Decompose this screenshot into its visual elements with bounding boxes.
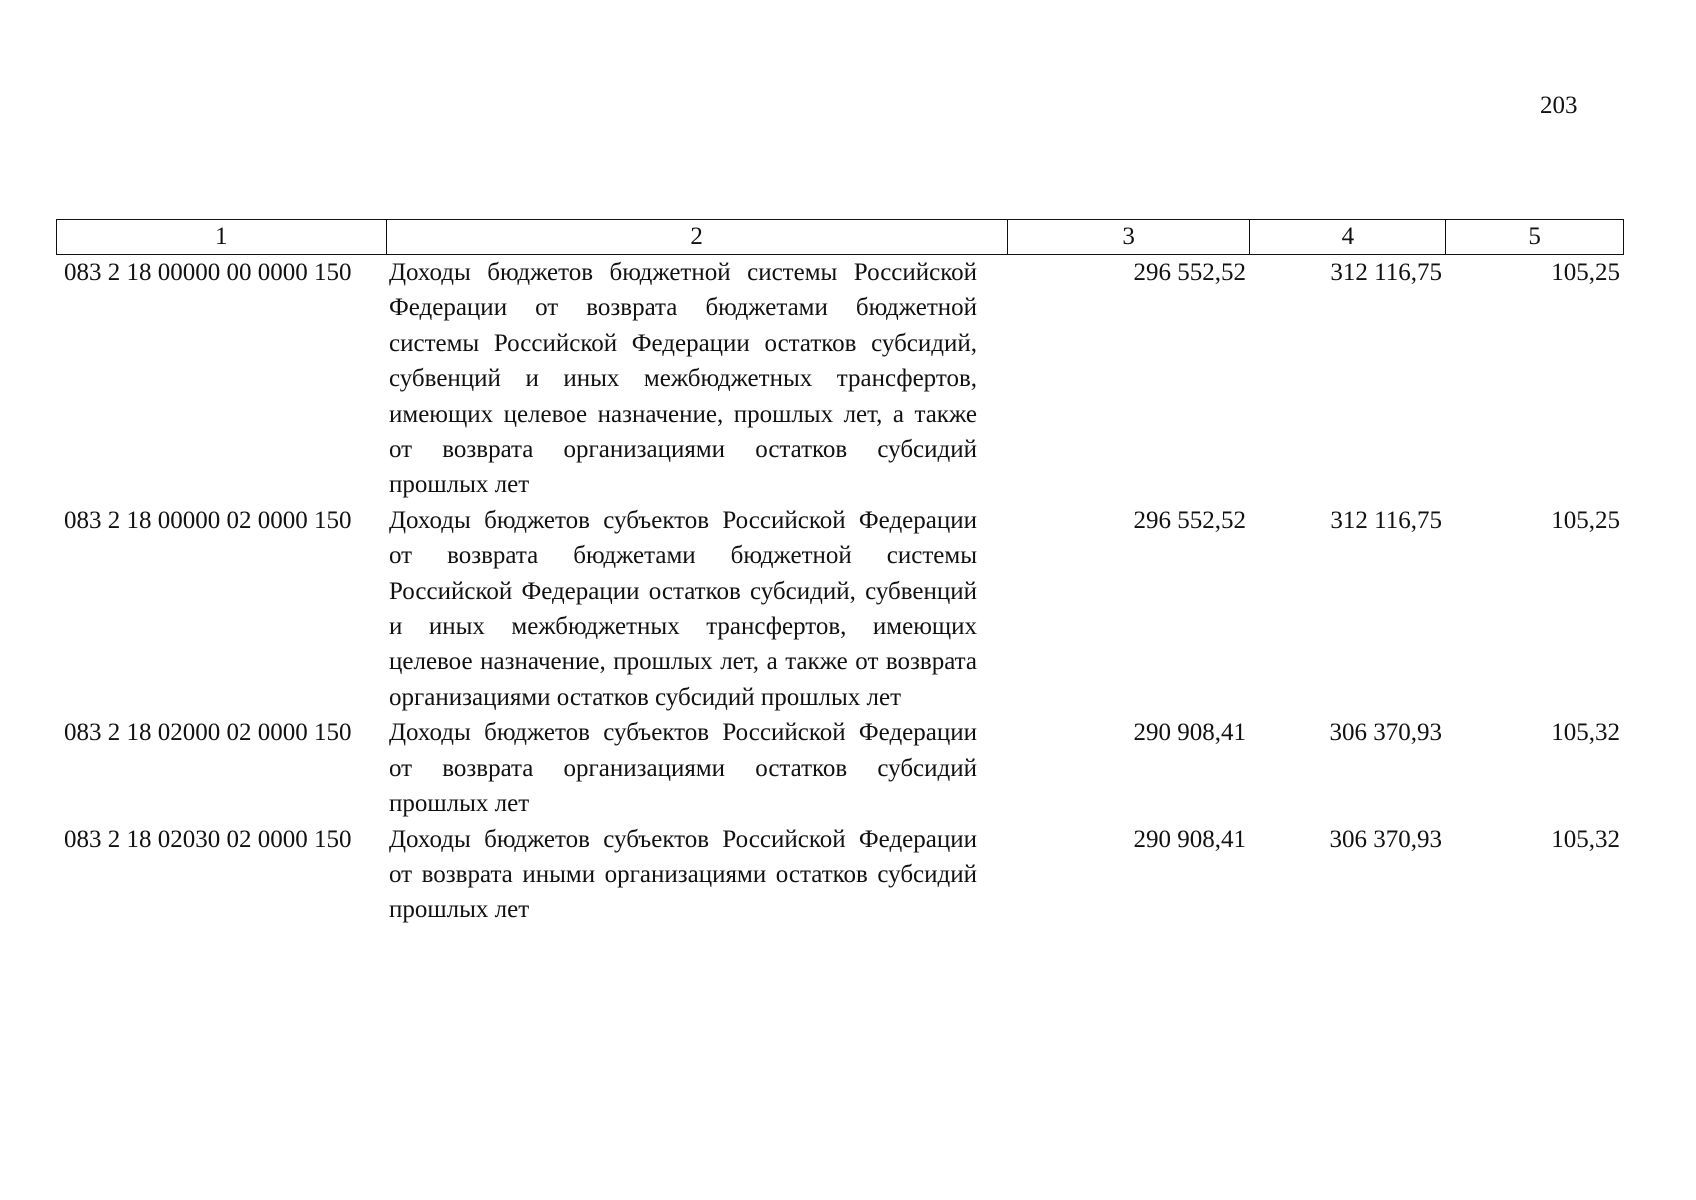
table-row bbox=[56, 822, 1624, 928]
income-description: Доходы бюджетов субъектов Российской Федерации от возврата иными организациями остатков субсидий прошлых лет bbox=[389, 825, 977, 924]
value-col5: 105,25 bbox=[1551, 506, 1620, 534]
header-cell-5: 5 bbox=[1445, 220, 1623, 254]
value-col5: 105,25 bbox=[1551, 259, 1620, 286]
value-col3: 296 552,52 bbox=[1133, 506, 1246, 534]
header-cell-2: 2 bbox=[386, 220, 1007, 254]
income-description: Доходы бюджетов субъектов Российской Федерации от возврата бюджетами бюджетной системы Российской Федерации остатков субсидий, субвенций и иных межбюджетных трансфертов, имеющих целевое назначение, прошлых лет, а также от возврата организациями остатков субсидий прошлых лет bbox=[389, 506, 977, 711]
income-description: Доходы бюджетов бюджетной системы Российской Федерации от возврата бюджетами бюджетной системы Российской Федерации остатков субсидий, субвенций и иных межбюджетных трансфертов, имеющих целевое назначение, прошлых лет, а также от возврата организациями остатков субсидий прошлых лет bbox=[389, 259, 977, 499]
budget-table bbox=[56, 219, 1624, 928]
value-col5: 105,32 bbox=[1551, 825, 1620, 853]
header-cell-3: 3 bbox=[1007, 220, 1250, 254]
value-col4: 306 370,93 bbox=[1329, 719, 1442, 747]
table-row bbox=[56, 255, 1624, 503]
header-cell-1: 1 bbox=[215, 223, 228, 250]
value-col3: 296 552,52 bbox=[1133, 259, 1246, 286]
page-number: 203 bbox=[1540, 92, 1578, 119]
budget-code: 083 2 18 02000 02 0000 150 bbox=[64, 719, 352, 747]
header-cell-4: 4 bbox=[1249, 220, 1445, 254]
value-col4: 306 370,93 bbox=[1329, 825, 1442, 853]
table-row bbox=[56, 503, 1624, 715]
budget-code: 083 2 18 00000 02 0000 150 bbox=[64, 506, 352, 534]
value-col4: 312 116,75 bbox=[1330, 259, 1442, 286]
value-col3: 290 908,41 bbox=[1133, 719, 1246, 747]
value-col5: 105,32 bbox=[1551, 719, 1620, 747]
budget-code: 083 2 18 02030 02 0000 150 bbox=[64, 825, 352, 853]
value-col3: 290 908,41 bbox=[1133, 825, 1246, 853]
table-row bbox=[56, 715, 1624, 821]
budget-code: 083 2 18 00000 00 0000 150 bbox=[64, 259, 352, 286]
income-description: Доходы бюджетов субъектов Российской Федерации от возврата организациями остатков субсидий прошлых лет bbox=[389, 719, 977, 818]
value-col4: 312 116,75 bbox=[1330, 506, 1442, 534]
table-header bbox=[56, 219, 1624, 255]
